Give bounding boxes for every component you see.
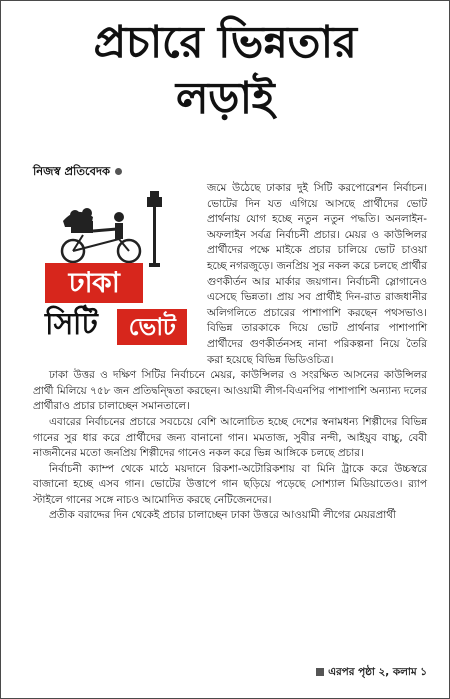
paragraph-3: এবারের নির্বাচনের প্রচারে সবচেয়ে বেশি আলোচিত হচ্ছে দেশের স্বনামধন্য শিল্পীদের বিভিন্ন গানের সুর ধার করে প্রার্থীদের জন্য বানানো গান। মমতাজ, সুবীর নন্দী, আইয়ুব বাচ্চু, বেবী নাজনীনের মতো জনপ্রিয় শিল্পীদের গানেও নকল করে ভিন্ন আঙ্গিকে চলছে প্রচার। <box>33 415 427 460</box>
continued-text: এরপর পৃষ্ঠা ২, কলাম ১ <box>328 666 427 678</box>
paragraph-4: নির্বাচনী ক্যাম্প থেকে মাঠে ময়দানে রিকশা-অটোরিকশায় বা মিনি ট্রাকে করে উচ্চস্বরে বাজানো হচ্ছে এসব গান। ভোটের উত্তাপে গান ছড়িয়ে পড়েছে সোশ্যাল মিডিয়াতেও। র‍্যাপ স্টাইলে গানের সঙ্গে নাচও আমোদিত করছে নেটিজেনদের। <box>33 462 427 506</box>
article-body <box>33 181 427 524</box>
continued-reference <box>316 665 427 682</box>
paragraph-1-text: জমে উঠেছে ঢাকার দুই সিটি করপোরেশন নির্বাচন। ভোটের দিন যত এগিয়ে আসছে প্রার্থীদের ভোট প্রার্থনায় যোগ হচ্ছে নতুন নতুন পদ্ধতি। অনলাইন-অফলাইন সর্বত্র নির্বাচনী প্রচার। মেয়র ও কাউন্সিলর প্রার্থীদের পক্ষে মাইকে প্রচার চালিয়ে ভোট চাওয়া হচ্ছে নগরজুড়ে। জনপ্রিয় সুর নকল করে চলছে প্রার্থীর গুণকীর্তন আর মার্কার জয়গান। নির্বাচনী স্লোগানেও এসেছে ভিন্নতা। প্রায় সব প্রার্থীই দিন-রাত রাজধানীর অলিগলিতে প্রচারের পাশাপাশি করছেন পথসভাও। বিভিন্ন তারকাকে দিয়ে ভোট প্রার্থনার পাশাপাশি প্রার্থীদের গুণকীর্তনসহ নানা পরিকল্পনা নিয়ে তৈরি করা হয়েছে বিভিন্ন ভিডিওচিত্র। <box>207 182 427 366</box>
logo-word-vote: ভোট <box>117 309 187 345</box>
paragraph-2: ঢাকা উত্তর ও দক্ষিণ সিটির নির্বাচনে মেয়র, কাউন্সিলর ও সংরক্ষিত আসনের কাউন্সিলর প্রার্থী মিলিয়ে ৭৫৮ জন প্রতিদ্বন্দ্বিতা করছেন। আওয়ামী লীগ-বিএনপির পাশাপাশি অন্যান্য দলের প্রার্থীরাও প্রচার চালাচ্ছেন সমানতালে। <box>33 369 427 413</box>
logo-word-city: সিটি <box>45 307 98 342</box>
byline <box>33 163 122 182</box>
paragraph-5: প্রতীক বরাদ্দের দিন থেকেই প্রচার চালাচ্ছেন ঢাকা উত্তরে আওয়ামী লীগের মেয়রপ্রার্থী <box>49 509 396 522</box>
headline <box>1 15 449 127</box>
dhaka-city-vote-logo <box>33 183 201 363</box>
square-bullet-icon <box>316 668 324 676</box>
headline-line-1: প্রচারে ভিন্নতার <box>93 17 357 68</box>
logo-word-dhaka: ঢাকা <box>45 263 143 303</box>
bullet-icon <box>115 168 122 175</box>
byline-text: নিজস্ব প্রতিবেদক <box>33 164 111 178</box>
paragraph-1 <box>33 181 427 368</box>
headline-line-2: লড়াই <box>175 73 275 124</box>
